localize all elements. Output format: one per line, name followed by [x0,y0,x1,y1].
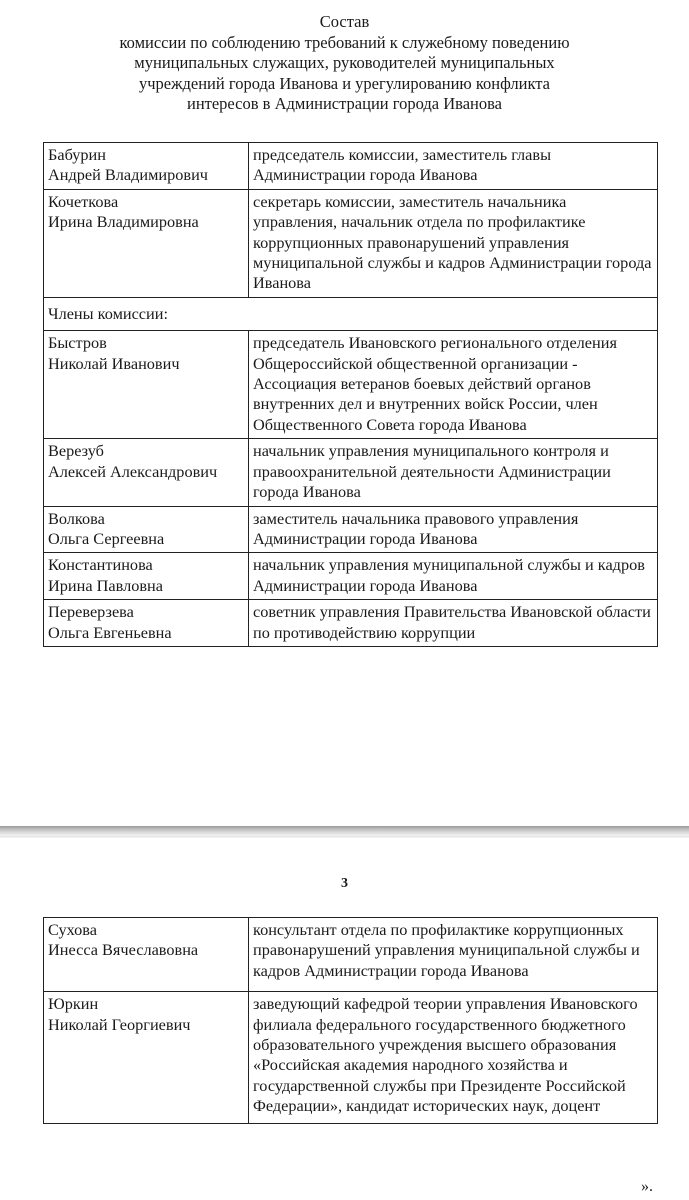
member-role: начальник управления муниципальной службы и кадров Администрации города Иванова [249,553,658,600]
member-given-name: Николай Георгиевич [48,1014,191,1034]
member-role: председатель комиссии, заместитель главы Администрации города Иванова [249,143,658,190]
closing-quote-mark: ». [641,1178,653,1195]
table-row [44,918,658,992]
member-role: советник управления Правительства Ивановской области по противодействию коррупции [249,600,658,647]
member-surname: Сухова [48,920,97,939]
member-name [44,553,249,600]
member-surname: Константинова [48,555,153,575]
member-name [44,600,249,647]
member-role: председатель Ивановского регионального отделения Общероссийской общественной организации - Ассоциация ветеранов боевых действий органов внутренних дел и внутренних войск России, член Общественного Совета города Иванова [249,331,658,439]
member-name [44,918,249,992]
member-surname: Волкова [48,508,105,528]
commission-table [43,142,658,647]
title-line: интересов в Администрации города Иванова [186,94,502,113]
members-header-row [44,297,658,330]
member-given-name: Инесса Вячеславовна [48,940,199,960]
table-row [44,331,658,439]
member-name [44,506,249,553]
table-row [44,992,658,1123]
table-row [44,506,658,553]
member-name [44,143,249,190]
table-row [44,439,658,506]
title-line: муниципальных служащих, руководителей муниципальных [134,53,555,72]
title-line: учреждений города Иванова и урегулированию конфликта [138,73,551,93]
member-role: консультант отдела по профилактике коррупционных правонарушений управления муниципальной службы и кадров Администрации города Иванова [249,918,658,992]
member-given-name: Ольга Евгеньевна [48,622,172,642]
member-name [44,439,249,506]
member-given-name: Ирина Владимировна [48,212,199,232]
member-role: заместитель начальника правового управления Администрации города Иванова [249,506,658,553]
member-given-name: Николай Иванович [48,353,180,373]
member-surname: Бабурин [48,145,106,164]
member-name [44,331,249,439]
table-row [44,600,658,647]
member-given-name: Алексей Александрович [48,461,218,481]
member-surname: Верезуб [48,441,104,461]
table-row [44,189,658,297]
page-divider [0,826,689,838]
member-surname: Быстров [48,333,107,353]
title-line: Состав [319,12,370,31]
member-given-name: Андрей Владимирович [48,165,208,185]
member-surname: Переверзева [48,602,134,622]
member-role: заведующий кафедрой теории управления Ивановского филиала федерального государственного бюджетного образовательного учреждения высшего образования «Российская академия народного хозяйства и государственной службы при Президенте Российской Федерации», кандидат исторических наук, доцент [249,992,658,1123]
member-surname: Кочеткова [48,191,119,211]
member-given-name: Ольга Сергеевна [48,528,165,548]
commission-table-continued [43,917,658,1124]
page-number: 3 [341,876,348,891]
member-name [44,992,249,1123]
member-name [44,189,249,297]
table-row [44,143,658,190]
member-role: начальник управления муниципального контроля и правоохранительной деятельности Администрации города Иванова [249,439,658,506]
member-surname: Юркин [48,994,99,1014]
table-row [44,553,658,600]
title-line: комиссии по соблюдению требований к служебному поведению [119,32,570,52]
member-role: секретарь комиссии, заместитель начальника управления, начальник отдела по профилактике коррупционных правонарушений управления муниципальной службы и кадров Администрации города Иванова [249,189,658,297]
member-given-name: Ирина Павловна [48,575,163,595]
document-title [0,12,689,115]
members-header: Члены комиссии: [44,297,658,330]
